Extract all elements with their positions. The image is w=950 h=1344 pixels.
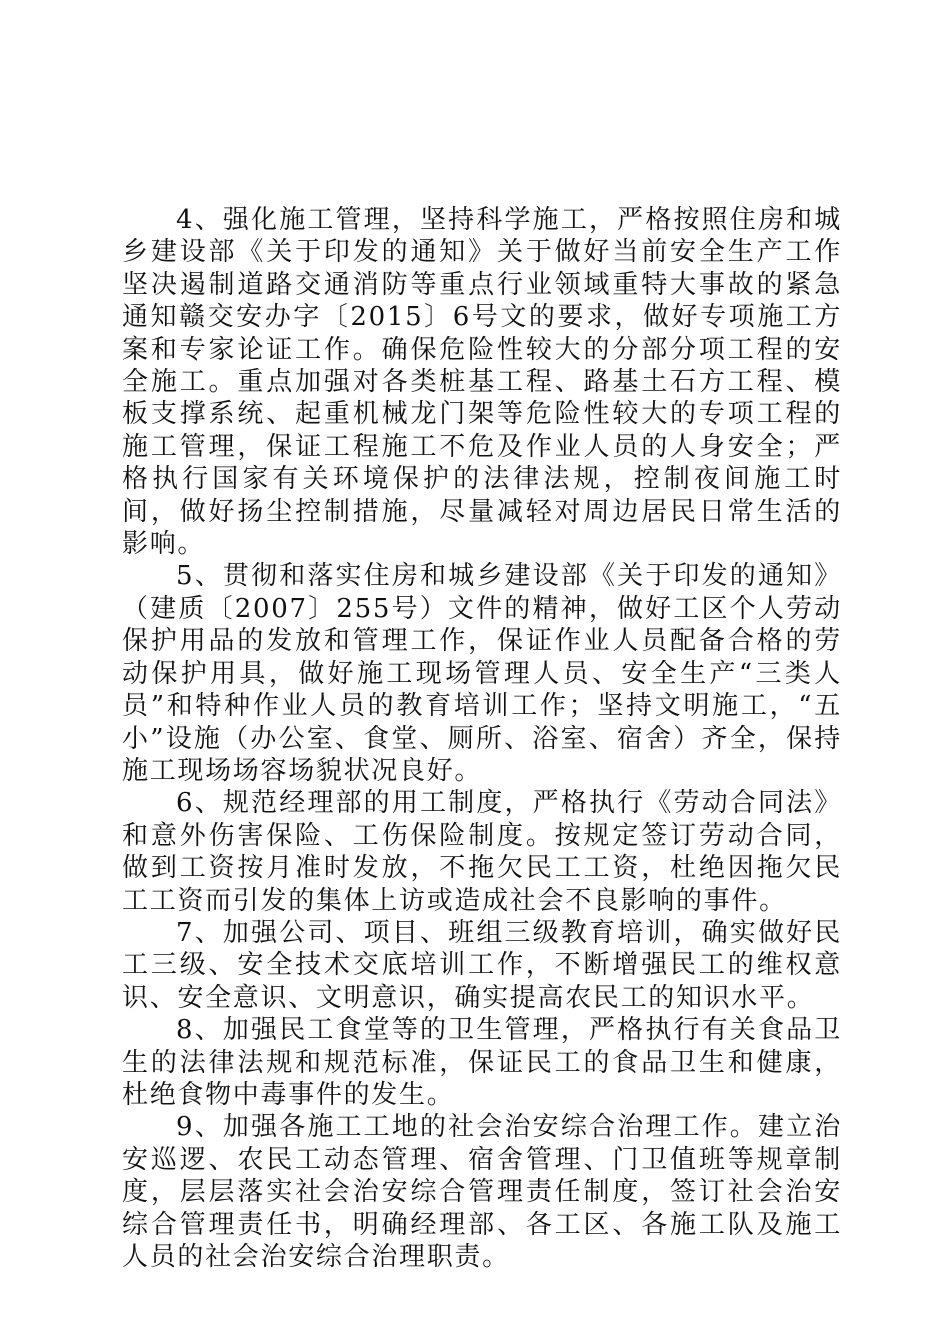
paragraph-item-4: 4、强化施工管理，坚持科学施工，严格按照住房和城乡建设部《关于印发的通知》关于做好当前安全生产工作坚决遏制道路交通消防等重点行业领域重特大事故的紧急通知赣交安办字〔2015〕6号文的要求，做好专项施工方案和专家论证工作。确保危险性较大的分部分项工程的安全施工。重点加强对各类桩基工程、路基土石方工程、模板支撑系统、起重机械龙门架等危险性较大的专项工程的施工管理，保证工程施工不危及作业人员的人身安全；严格执行国家有关环境保护的法律法规，控制夜间施工时间，做好扬尘控制措施，尽量减轻对周边居民日常生活的影响。 (122, 205, 842, 560)
paragraph-item-5: 5、贯彻和落实住房和城乡建设部《关于印发的通知》（建质〔2007〕255号）文件的精神，做好工区个人劳动保护用品的发放和管理工作，保证作业人员配备合格的劳动保护用具，做好施工现场管理人员、安全生产“三类人员”和特种作业人员的教育培训工作；坚持文明施工，“五小”设施（办公室、食堂、厕所、浴室、宿舍）齐全，保持施工现场场容场貌状况良好。 (122, 561, 842, 786)
paragraph-item-6: 6、规范经理部的用工制度，严格执行《劳动合同法》和意外伤害保险、工伤保险制度。按规定签订劳动合同，做到工资按月准时发放，不拖欠民工工资，杜绝因拖欠民工工资而引发的集体上访或造成社会不良影响的事件。 (122, 788, 842, 916)
paragraph-item-7: 7、加强公司、项目、班组三级教育培训，确实做好民工三级、安全技术交底培训工作，不断增强民工的维权意识、安全意识、文明意识，确实提高农民工的知识水平。 (122, 917, 842, 1013)
paragraph-item-9: 9、加强各施工工地的社会治安综合治理工作。建立治安巡逻、农民工动态管理、宿舍管理、门卫值班等规章制度，层层落实社会治安综合管理责任制度，签订社会治安综合管理责任书，明确经理部、各工区、各施工队及施工人员的社会治安综合治理职责。 (122, 1112, 842, 1272)
paragraph-item-8: 8、加强民工食堂等的卫生管理，严格执行有关食品卫生的法律法规和规范标准，保证民工的食品卫生和健康，杜绝食物中毒事件的发生。 (122, 1015, 842, 1110)
document-body (122, 204, 842, 1273)
